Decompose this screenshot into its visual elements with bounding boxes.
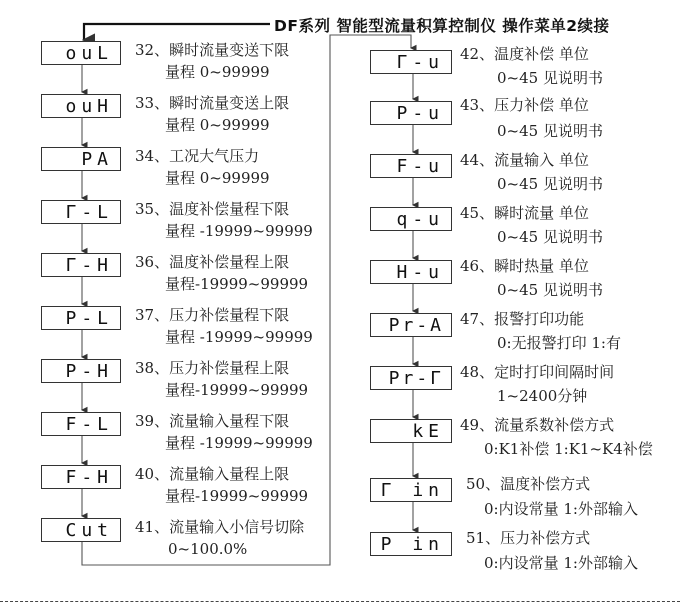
segment-display: Pr-A — [388, 315, 444, 336]
item-range: 0:K1补偿 1:K1~K4补偿 — [484, 440, 653, 458]
item-label: 38、压力补偿量程上限 — [135, 359, 290, 377]
item-range: 0:内设常量 1:外部输入 — [484, 554, 638, 572]
item-label: 43、压力补偿 单位 — [460, 96, 589, 114]
item-range: 量程 0~99999 — [165, 63, 270, 81]
item-range: 0~45 见说明书 — [497, 281, 603, 299]
item-label: 44、流量输入 单位 — [460, 151, 589, 169]
segment-display: H-u — [396, 262, 444, 283]
item-label: 33、瞬时流量变送上限 — [135, 94, 290, 112]
menu-box-P-u — [370, 101, 452, 125]
menu-box-F-L — [41, 412, 121, 436]
segment-display: F-u — [396, 156, 444, 177]
item-label: 42、温度补偿 单位 — [460, 45, 589, 63]
item-range: 0:无报警打印 1:有 — [497, 334, 621, 352]
item-range: 量程 -19999~99999 — [165, 328, 313, 346]
segment-display: P-u — [396, 103, 444, 124]
item-range: 量程-19999~99999 — [165, 381, 309, 399]
diagram-title: DF系列 智能型流量积算控制仪 操作菜单2续接 — [274, 17, 610, 35]
menu-box-q-u — [370, 207, 452, 231]
item-label: 47、报警打印功能 — [460, 310, 585, 328]
item-label: 48、定时打印间隔时间 — [460, 363, 615, 381]
menu-box-T-u — [370, 50, 452, 74]
menu-box-Pr-A — [370, 313, 452, 337]
item-range: 量程 0~99999 — [165, 169, 270, 187]
menu-box-ouL — [41, 41, 121, 65]
segment-display: ouL — [65, 43, 113, 64]
item-label: 39、流量输入量程下限 — [135, 412, 290, 430]
item-range: 1~2400分钟 — [497, 387, 588, 405]
item-label: 35、温度补偿量程下限 — [135, 200, 290, 218]
segment-display: Γ-u — [396, 52, 444, 73]
menu-box-ouH — [41, 94, 121, 118]
item-range: 0~100.0% — [168, 540, 248, 558]
page-divider — [0, 601, 680, 602]
menu-box-P-L — [41, 306, 121, 330]
menu-box-H-u — [370, 260, 452, 284]
item-range: 0~45 见说明书 — [497, 228, 603, 246]
segment-display: Γ-H — [65, 255, 113, 276]
item-label: 50、温度补偿方式 — [466, 475, 591, 493]
item-label: 41、流量输入小信号切除 — [135, 518, 305, 536]
menu-box-P-in — [370, 532, 452, 556]
item-range: 0~45 见说明书 — [497, 122, 603, 140]
segment-display: kE — [412, 421, 444, 442]
item-label: 45、瞬时流量 单位 — [460, 204, 589, 222]
menu-box-T-in — [370, 478, 452, 502]
segment-display: Γ-L — [65, 202, 113, 223]
item-range: 量程 -19999~99999 — [165, 222, 313, 240]
menu-box-Cut — [41, 518, 121, 542]
segment-display: P-H — [65, 361, 113, 382]
menu-box-PA — [41, 147, 121, 171]
item-range: 量程-19999~99999 — [165, 487, 309, 505]
segment-display: q-u — [396, 209, 444, 230]
item-range: 量程 0~99999 — [165, 116, 270, 134]
segment-display: Cut — [65, 520, 113, 541]
item-label: 46、瞬时热量 单位 — [460, 257, 589, 275]
menu-box-T-L — [41, 200, 121, 224]
menu-box-Pr-T — [370, 366, 452, 390]
item-range: 量程-19999~99999 — [165, 275, 309, 293]
item-label: 49、流量系数补偿方式 — [460, 416, 615, 434]
segment-display: P in — [380, 534, 444, 555]
segment-display: Pr-Γ — [388, 368, 444, 389]
item-label: 32、瞬时流量变送下限 — [135, 41, 290, 59]
item-range: 0~45 见说明书 — [497, 69, 603, 87]
segment-display: F-H — [65, 467, 113, 488]
menu-box-kE — [370, 419, 452, 443]
segment-display: PA — [81, 149, 113, 170]
segment-display: Γ in — [380, 480, 444, 501]
item-label: 51、压力补偿方式 — [466, 529, 591, 547]
segment-display: F-L — [65, 414, 113, 435]
item-range: 0~45 见说明书 — [497, 175, 603, 193]
menu-box-T-H — [41, 253, 121, 277]
segment-display: ouH — [65, 96, 113, 117]
item-label: 34、工况大气压力 — [135, 147, 260, 165]
menu-box-F-H — [41, 465, 121, 489]
item-range: 量程 -19999~99999 — [165, 434, 313, 452]
item-label: 40、流量输入量程上限 — [135, 465, 290, 483]
item-range: 0:内设常量 1:外部输入 — [484, 500, 638, 518]
item-label: 36、温度补偿量程上限 — [135, 253, 290, 271]
segment-display: P-L — [65, 308, 113, 329]
menu-box-P-H — [41, 359, 121, 383]
item-label: 37、压力补偿量程下限 — [135, 306, 290, 324]
menu-box-F-u — [370, 154, 452, 178]
